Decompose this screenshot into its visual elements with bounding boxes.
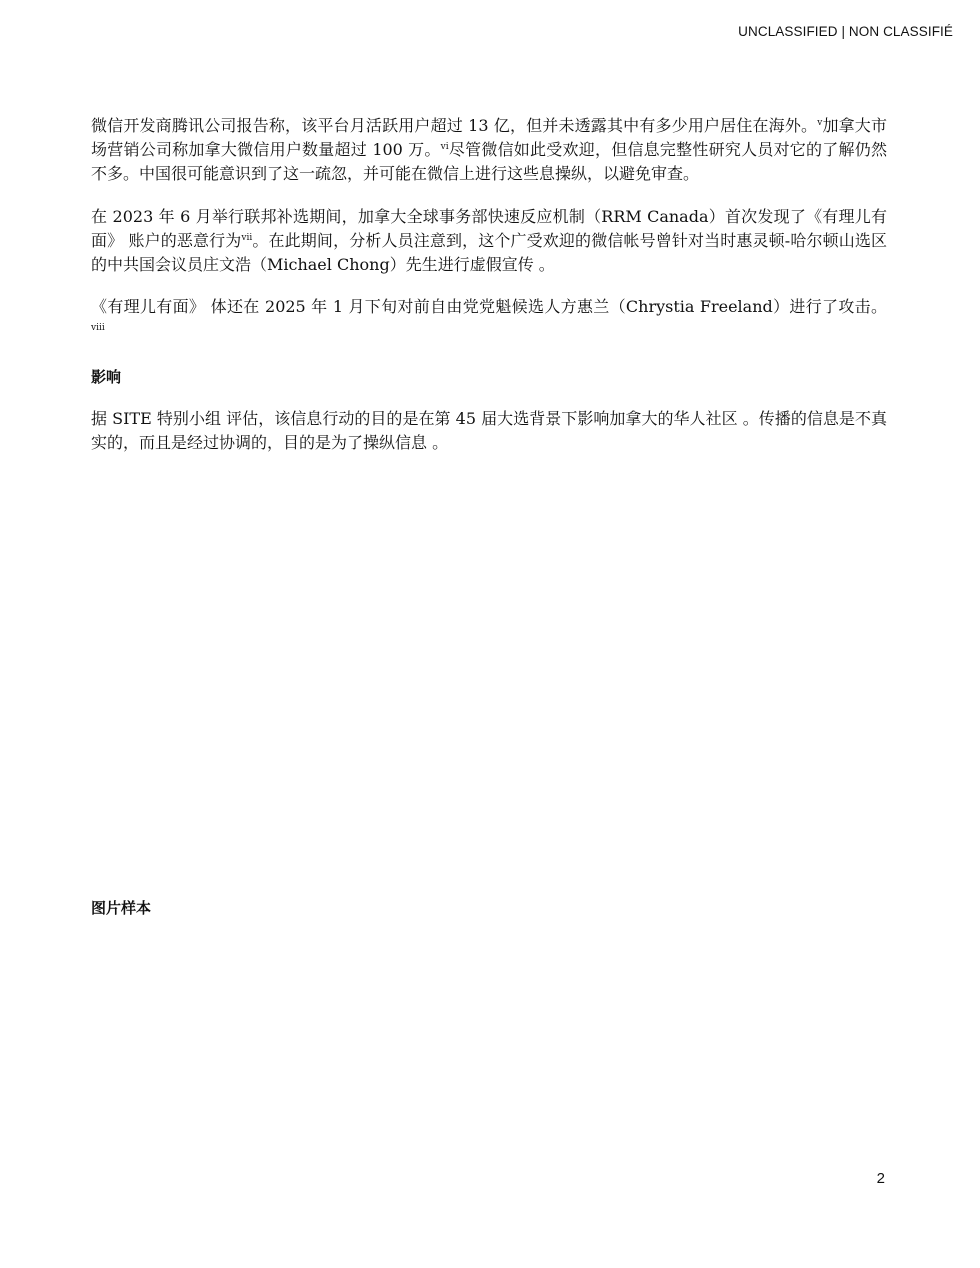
paragraph-by-election: [91, 205, 887, 277]
paragraph-text: 《有理儿有面》 体还在 2025 年 1 月下旬对前自由党党魁候选人方惠兰（Chrystia Freeland）进行了攻击。: [91, 297, 887, 316]
page-number: 2: [876, 1170, 885, 1187]
classification-header: UNCLASSIFIED | NON CLASSIFIÉ: [738, 24, 953, 39]
paragraph-wechat-users: [91, 114, 887, 186]
paragraph-text: 尽管微信如此受欢迎，但信息完整性研究人员对它的了解仍然不多。中国很可能意识到了这一疏忽，并可能在微信上进行这些息操纵，以避免审查。: [91, 140, 887, 183]
paragraph-text: 。在此期间，分析人员注意到，这个广受欢迎的微信帐号曾针对当时惠灵顿-哈尔顿山选区的中共国会议员庄文浩（Michael Chong）先生进行虚假宣传 。: [91, 231, 887, 274]
paragraph-impact: 据 SITE 特别小组 评估，该信息行动的目的是在第 45 届大选背景下影响加拿大的华人社区 。传播的信息是不真实的，而且是经过协调的，目的是为了操纵信息 。: [91, 409, 887, 452]
endnote-ref: v: [817, 118, 823, 128]
paragraph-text: 在 2023 年 6 月举行联邦补选期间，加拿大全球事务部快速反应机制（RRM Canada）首次发现了《有理儿有面》 账户的恶意行为: [91, 207, 887, 250]
endnote-ref: vi: [440, 142, 449, 152]
endnote-ref: viii: [91, 323, 105, 333]
impact-heading: 影响: [91, 368, 122, 386]
image-samples-heading: 图片样本: [91, 899, 152, 917]
paragraph-text: 加拿大市场营销公司称加拿大微信用户数量超过 100 万。: [91, 116, 887, 159]
document-body: [91, 114, 887, 919]
paragraph-text: 微信开发商腾讯公司报告称，该平台月活跃用户超过 13 亿，但并未透露其中有多少用户居住在海外。: [91, 116, 818, 135]
paragraph-freeland: [91, 295, 887, 343]
endnote-ref: vii: [241, 233, 253, 243]
